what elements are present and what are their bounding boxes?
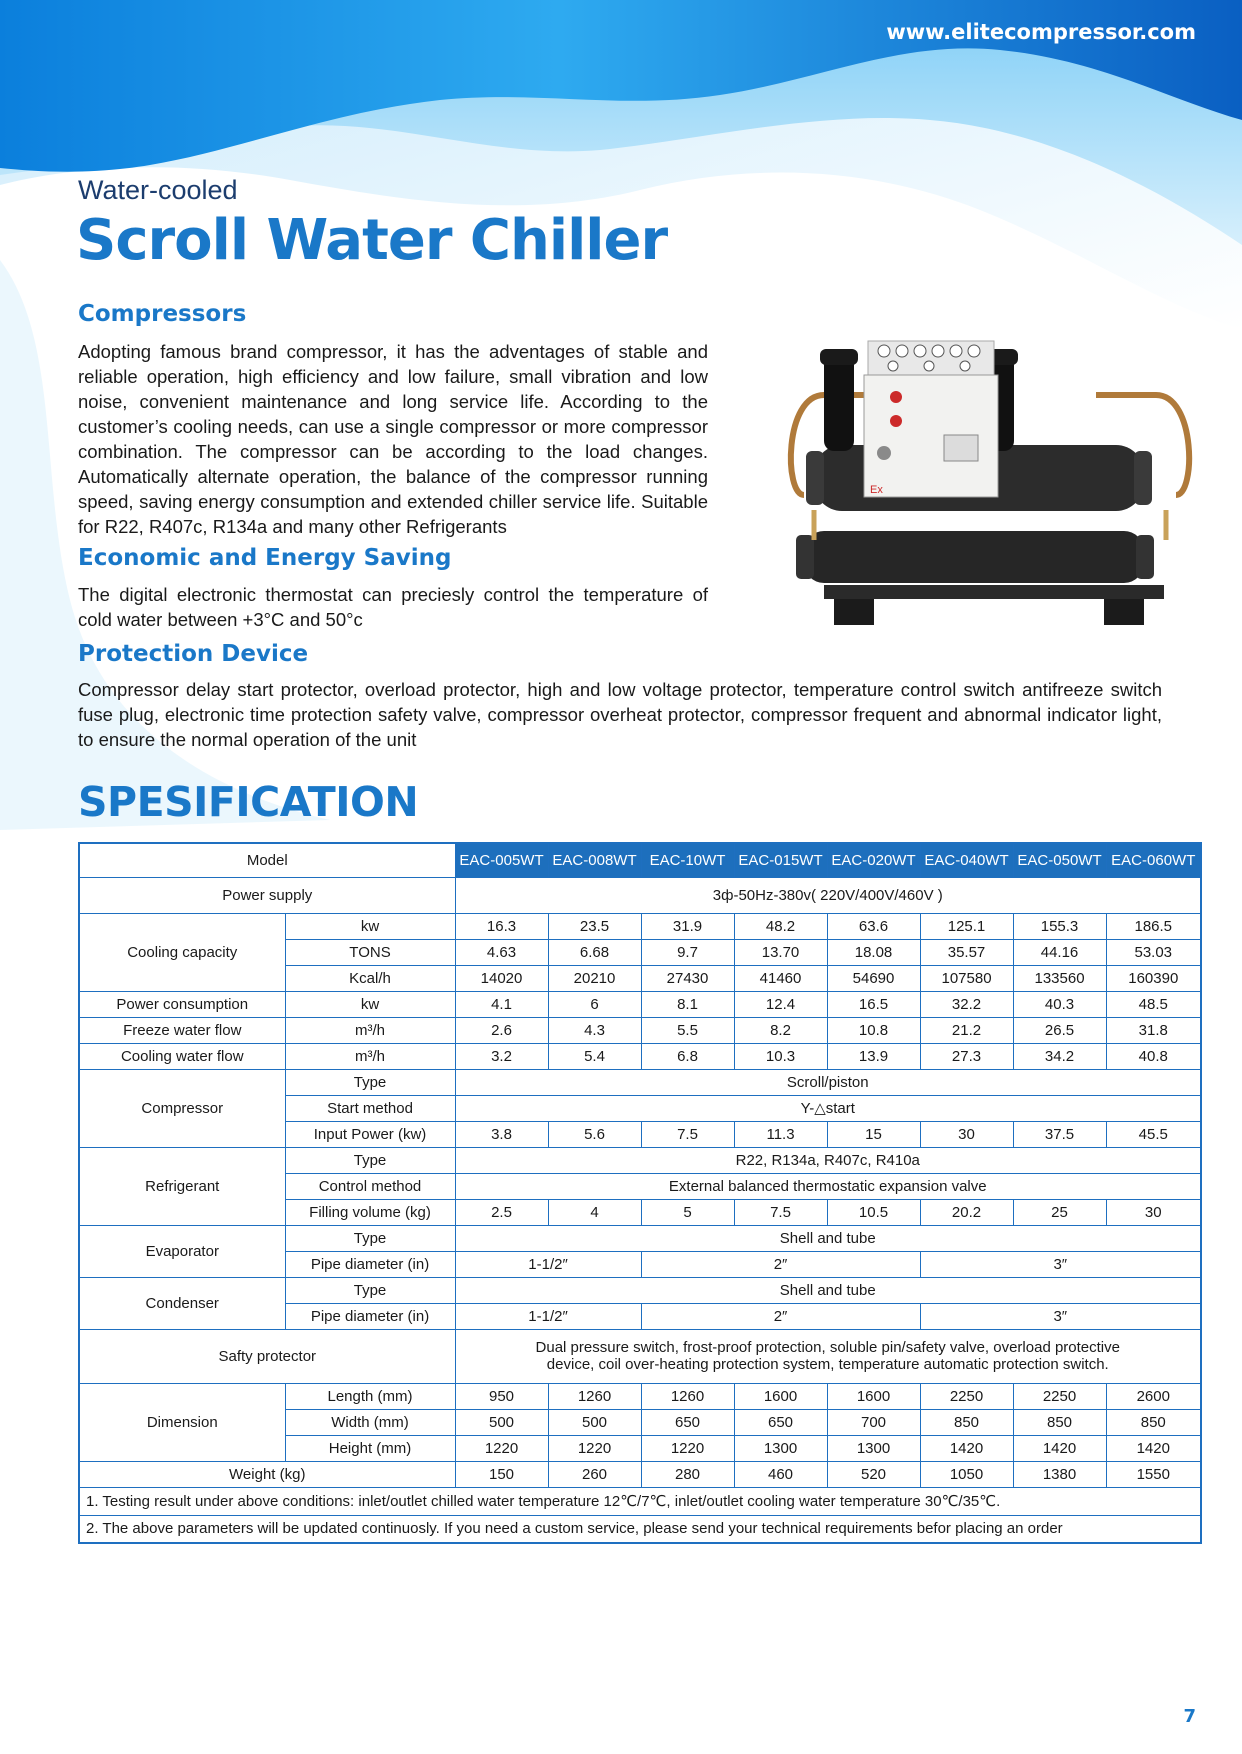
chiller-product-image [784, 335, 1196, 627]
value-cell: 31.8 [1106, 1017, 1201, 1043]
value-cell: 280 [641, 1461, 734, 1487]
sub-label: Pipe diameter (in) [285, 1251, 455, 1277]
value-cell: 6.8 [641, 1043, 734, 1069]
cooling-flow-label: Cooling water flow [79, 1043, 285, 1069]
sub-label: Pipe diameter (in) [285, 1303, 455, 1329]
evaporator-label: Evaporator [79, 1225, 285, 1277]
safety-value [455, 1329, 1201, 1383]
value-cell: 1050 [920, 1461, 1013, 1487]
value-cell: 9.7 [641, 939, 734, 965]
freeze-flow-label: Freeze water flow [79, 1017, 285, 1043]
value-cell: 160390 [1106, 965, 1201, 991]
power-supply-row [79, 877, 1201, 913]
value-cell: 31.9 [641, 913, 734, 939]
value-cell: 4 [548, 1199, 641, 1225]
value-cell: 7.5 [734, 1199, 827, 1225]
value-cell: 10.5 [827, 1199, 920, 1225]
evaporator-type-row [79, 1225, 1201, 1251]
value-cell: 500 [455, 1409, 548, 1435]
value-cell: 1-1/2″ [455, 1303, 641, 1329]
dimension-label: Dimension [79, 1383, 285, 1461]
note-text: 2. The above parameters will be updated continuosly. If you need a custom service, please send your technical requirements befor placing an order [79, 1515, 1201, 1543]
freeze-flow-row [79, 1017, 1201, 1043]
value-cell: 6 [548, 991, 641, 1017]
condenser-type-row [79, 1277, 1201, 1303]
power-supply-label: Power supply [79, 877, 455, 913]
value-cell: 6.68 [548, 939, 641, 965]
value-cell: 32.2 [920, 991, 1013, 1017]
economic-heading: Economic and Energy Saving [78, 545, 452, 571]
value-cell: 44.16 [1013, 939, 1106, 965]
value-cell: 15 [827, 1121, 920, 1147]
model-cell: EAC-060WT [1106, 843, 1201, 877]
value-cell: 14020 [455, 965, 548, 991]
value-cell: 21.2 [920, 1017, 1013, 1043]
value-cell: 35.57 [920, 939, 1013, 965]
value-cell: 1220 [455, 1435, 548, 1461]
value-cell: 40.8 [1106, 1043, 1201, 1069]
value-cell: 850 [920, 1409, 1013, 1435]
power-supply-value: 3ф-50Hz-380v( 220V/400V/460V ) [455, 877, 1201, 913]
value-cell: 125.1 [920, 913, 1013, 939]
value-cell: 34.2 [1013, 1043, 1106, 1069]
value-cell: 1380 [1013, 1461, 1106, 1487]
value-cell: 950 [455, 1383, 548, 1409]
model-row [79, 843, 1201, 877]
condenser-type-value: Shell and tube [455, 1277, 1201, 1303]
value-cell: 20210 [548, 965, 641, 991]
model-cell: EAC-008WT [548, 843, 641, 877]
model-cell: EAC-020WT [827, 843, 920, 877]
value-cell: 2″ [641, 1251, 920, 1277]
refrigerant-label: Refrigerant [79, 1147, 285, 1225]
model-cell: EAC-050WT [1013, 843, 1106, 877]
weight-row [79, 1461, 1201, 1487]
value-cell: 27.3 [920, 1043, 1013, 1069]
note-text: 1. Testing result under above conditions: inlet/outlet chilled water temperature 12℃/7℃, inlet/outlet cooling water temperature 30℃/35℃. [79, 1487, 1201, 1515]
model-label: Model [79, 843, 455, 877]
value-cell: 700 [827, 1409, 920, 1435]
value-cell: 1420 [1013, 1435, 1106, 1461]
value-cell: 1600 [734, 1383, 827, 1409]
note-row [79, 1487, 1201, 1515]
refrigerant-control-value: External balanced thermostatic expansion valve [455, 1173, 1201, 1199]
value-cell: 10.8 [827, 1017, 920, 1043]
refrigerant-type-row [79, 1147, 1201, 1173]
model-cell: EAC-10WT [641, 843, 734, 877]
safety-line: Dual pressure switch, frost-proof protection, soluble pin/safety valve, overload protective [535, 1339, 1120, 1356]
value-cell: 37.5 [1013, 1121, 1106, 1147]
value-cell: 40.3 [1013, 991, 1106, 1017]
unit-cell: Kcal/h [285, 965, 455, 991]
sub-label: Filling volume (kg) [285, 1199, 455, 1225]
value-cell: 13.9 [827, 1043, 920, 1069]
value-cell: 107580 [920, 965, 1013, 991]
value-cell: 1300 [734, 1435, 827, 1461]
value-cell: 63.6 [827, 913, 920, 939]
value-cell: 54690 [827, 965, 920, 991]
value-cell: 5.6 [548, 1121, 641, 1147]
value-cell: 53.03 [1106, 939, 1201, 965]
sub-label: Type [285, 1225, 455, 1251]
weight-label: Weight (kg) [79, 1461, 455, 1487]
value-cell: 1600 [827, 1383, 920, 1409]
protection-heading: Protection Device [78, 641, 309, 667]
unit-cell: TONS [285, 939, 455, 965]
sub-label: Length (mm) [285, 1383, 455, 1409]
page-title: Scroll Water Chiller [76, 208, 668, 273]
sub-label: Height (mm) [285, 1435, 455, 1461]
value-cell: 30 [920, 1121, 1013, 1147]
unit-cell: kw [285, 991, 455, 1017]
sub-label: Start method [285, 1095, 455, 1121]
safety-line: device, coil over-heating protection system, temperature automatic protection switch. [546, 1356, 1109, 1373]
compressors-heading: Compressors [78, 301, 247, 327]
value-cell: 3″ [920, 1303, 1201, 1329]
safety-label: Safty protector [79, 1329, 455, 1383]
value-cell: 460 [734, 1461, 827, 1487]
value-cell: 3.8 [455, 1121, 548, 1147]
value-cell: 16.3 [455, 913, 548, 939]
compressor-type-value: Scroll/piston [455, 1069, 1201, 1095]
cooling-flow-row [79, 1043, 1201, 1069]
sub-label: Width (mm) [285, 1409, 455, 1435]
value-cell: 3″ [920, 1251, 1201, 1277]
value-cell: 2.6 [455, 1017, 548, 1043]
value-cell: 25 [1013, 1199, 1106, 1225]
value-cell: 260 [548, 1461, 641, 1487]
website-url[interactable]: www.elitecompressor.com [886, 20, 1196, 44]
value-cell: 2250 [1013, 1383, 1106, 1409]
value-cell: 1260 [641, 1383, 734, 1409]
value-cell: 2.5 [455, 1199, 548, 1225]
value-cell: 27430 [641, 965, 734, 991]
refrigerant-type-value: R22, R134a, R407c, R410a [455, 1147, 1201, 1173]
compressor-label: Compressor [79, 1069, 285, 1147]
value-cell: 650 [734, 1409, 827, 1435]
value-cell: 4.63 [455, 939, 548, 965]
unit-cell: kw [285, 913, 455, 939]
value-cell: 850 [1106, 1409, 1201, 1435]
value-cell: 850 [1013, 1409, 1106, 1435]
unit-cell: m³/h [285, 1043, 455, 1069]
value-cell: 150 [455, 1461, 548, 1487]
value-cell: 13.70 [734, 939, 827, 965]
value-cell: 2″ [641, 1303, 920, 1329]
page-number: 7 [1183, 1706, 1196, 1727]
value-cell: 155.3 [1013, 913, 1106, 939]
value-cell: 45.5 [1106, 1121, 1201, 1147]
sub-label: Control method [285, 1173, 455, 1199]
value-cell: 5 [641, 1199, 734, 1225]
compressors-text: Adopting famous brand compressor, it has the adventages of stable and reliable operation, high efficiency and low failure, small vibration and low noise, convenient maintenance and long service life. According to the customer’s cooling needs, can use a single compressor or more compressor combination. The compressor can be according to the load changes. Automatically alternate operation, the balance of the compressor running speed, saving energy consumption and extended chiller service life. Suitable for R22, R407c, R134a and many other Refrigerants [78, 341, 708, 537]
value-cell: 12.4 [734, 991, 827, 1017]
power-consumption-row [79, 991, 1201, 1017]
cooling-capacity-label: Cooling capacity [79, 913, 285, 991]
value-cell: 4.1 [455, 991, 548, 1017]
value-cell: 1260 [548, 1383, 641, 1409]
value-cell: 186.5 [1106, 913, 1201, 939]
value-cell: 26.5 [1013, 1017, 1106, 1043]
value-cell: 20.2 [920, 1199, 1013, 1225]
value-cell: 23.5 [548, 913, 641, 939]
protection-text: Compressor delay start protector, overload protector, high and low voltage protector, temperature control switch antifreeze switch fuse plug, electronic time protection safety valve, compressor overheat protector, compressor frequent and abnormal indicator light, to ensure the normal operation of the unit [78, 679, 1162, 750]
value-cell: 1420 [920, 1435, 1013, 1461]
value-cell: 10.3 [734, 1043, 827, 1069]
sub-label: Type [285, 1147, 455, 1173]
value-cell: 2250 [920, 1383, 1013, 1409]
value-cell: 133560 [1013, 965, 1106, 991]
value-cell: 1300 [827, 1435, 920, 1461]
value-cell: 48.2 [734, 913, 827, 939]
value-cell: 5.4 [548, 1043, 641, 1069]
dimension-length-row [79, 1383, 1201, 1409]
sub-label: Input Power (kw) [285, 1121, 455, 1147]
value-cell: 650 [641, 1409, 734, 1435]
spec-table [78, 842, 1202, 1544]
model-cell: EAC-040WT [920, 843, 1013, 877]
cooling-kw-row [79, 913, 1201, 939]
model-cell: EAC-005WT [455, 843, 548, 877]
spec-heading: SPESIFICATION [78, 778, 419, 826]
power-consumption-label: Power consumption [79, 991, 285, 1017]
compressor-type-row [79, 1069, 1201, 1095]
value-cell: 2600 [1106, 1383, 1201, 1409]
value-cell: 1220 [548, 1435, 641, 1461]
ex-badge: Ex [870, 484, 883, 496]
safety-row [79, 1329, 1201, 1383]
value-cell: 1-1/2″ [455, 1251, 641, 1277]
value-cell: 1550 [1106, 1461, 1201, 1487]
value-cell: 16.5 [827, 991, 920, 1017]
title-kicker: Water-cooled [78, 175, 238, 205]
sub-label: Type [285, 1069, 455, 1095]
value-cell: 8.2 [734, 1017, 827, 1043]
value-cell: 11.3 [734, 1121, 827, 1147]
value-cell: 5.5 [641, 1017, 734, 1043]
value-cell: 30 [1106, 1199, 1201, 1225]
value-cell: 8.1 [641, 991, 734, 1017]
value-cell: 1220 [641, 1435, 734, 1461]
value-cell: 18.08 [827, 939, 920, 965]
evaporator-type-value: Shell and tube [455, 1225, 1201, 1251]
value-cell: 4.3 [548, 1017, 641, 1043]
value-cell: 48.5 [1106, 991, 1201, 1017]
sub-label: Type [285, 1277, 455, 1303]
value-cell: 1420 [1106, 1435, 1201, 1461]
value-cell: 500 [548, 1409, 641, 1435]
value-cell: 3.2 [455, 1043, 548, 1069]
value-cell: 7.5 [641, 1121, 734, 1147]
compressor-start-value: Y-△start [455, 1095, 1201, 1121]
condenser-label: Condenser [79, 1277, 285, 1329]
model-cell: EAC-015WT [734, 843, 827, 877]
value-cell: 520 [827, 1461, 920, 1487]
value-cell: 41460 [734, 965, 827, 991]
economic-text: The digital electronic thermostat can preciesly control the temperature of cold water between +3°C and 50°c [78, 584, 708, 630]
note-row [79, 1515, 1201, 1543]
unit-cell: m³/h [285, 1017, 455, 1043]
